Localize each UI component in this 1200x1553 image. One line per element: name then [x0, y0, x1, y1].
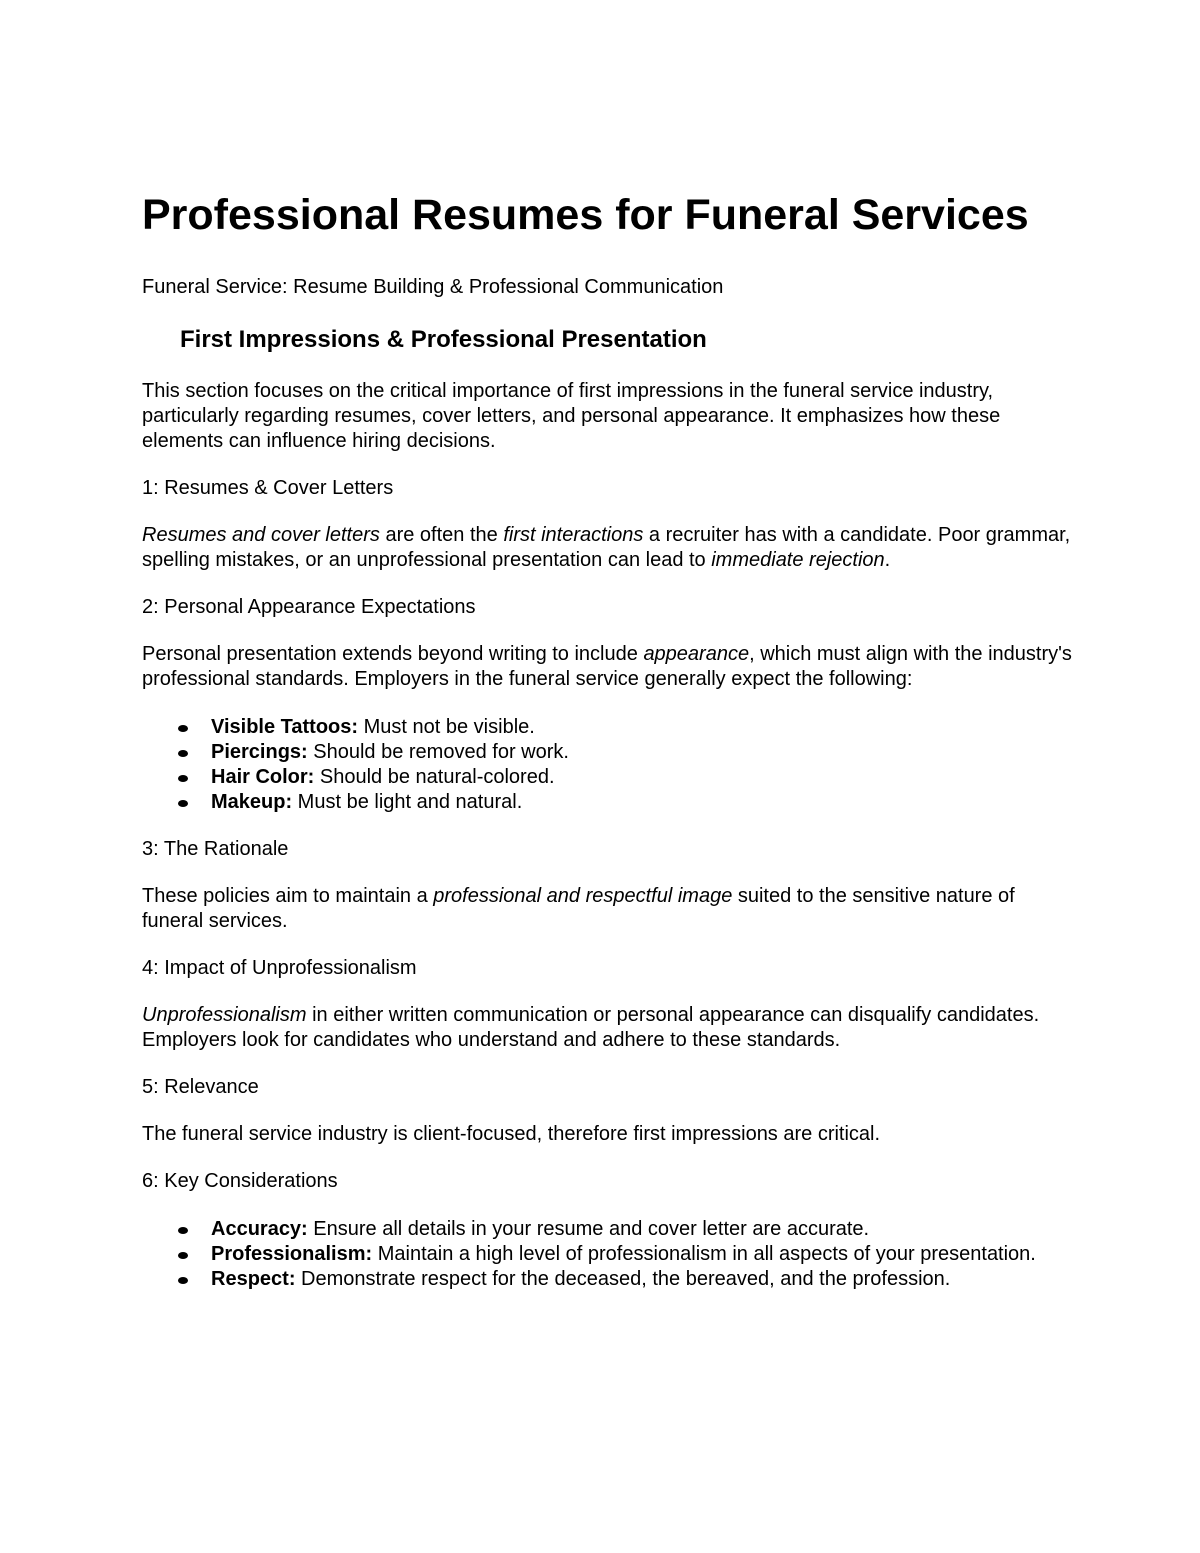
- list-item: [211, 715, 1072, 740]
- item-text: Maintain a high level of professionalism in all aspects of your presentation.: [372, 1243, 1036, 1265]
- text-run: suited to the sensitive nature of funeral services.: [142, 885, 1015, 932]
- text-run: , which must align with the industry's professional standards. Employers in the funeral service generally expect the following:: [142, 643, 1072, 690]
- section-5-heading: 5: Relevance: [142, 1076, 259, 1098]
- section-2-heading: 2: Personal Appearance Expectations: [142, 596, 476, 618]
- list-item: [211, 790, 1072, 815]
- section-1-heading: 1: Resumes & Cover Letters: [142, 477, 394, 499]
- bullet-icon: [178, 775, 188, 782]
- section-heading: First Impressions & Professional Presentation: [180, 326, 707, 353]
- considerations-list: [142, 1217, 1072, 1292]
- bullet-icon: [178, 800, 188, 807]
- emphasis: Resumes and cover letters: [142, 524, 380, 546]
- document-subtitle: Funeral Service: Resume Building & Professional Communication: [142, 276, 724, 298]
- item-text: Ensure all details in your resume and cover letter are accurate.: [307, 1218, 870, 1240]
- document-title: Professional Resumes for Funeral Services: [142, 191, 1029, 239]
- section-5-paragraph: The funeral service industry is client-focused, therefore first impressions are critical.: [142, 1123, 881, 1145]
- list-item: [211, 1242, 1072, 1267]
- item-label: Respect:: [211, 1268, 296, 1290]
- list-item: [211, 740, 1072, 765]
- bullet-icon: [178, 725, 188, 732]
- item-text: Must be light and natural.: [292, 791, 523, 813]
- item-text: Should be natural-colored.: [314, 766, 555, 788]
- list-item: [211, 1267, 1072, 1292]
- appearance-list: [142, 715, 1072, 815]
- list-item: [211, 765, 1072, 790]
- text-run: are often the: [379, 524, 504, 546]
- emphasis: first interactions: [503, 524, 644, 546]
- list-item: [211, 1217, 1072, 1242]
- item-text: Must not be visible.: [358, 716, 535, 738]
- section-3-heading: 3: The Rationale: [142, 838, 289, 860]
- item-label: Accuracy:: [211, 1218, 308, 1240]
- emphasis: appearance: [643, 643, 750, 665]
- item-label: Professionalism:: [211, 1243, 373, 1265]
- item-text: Demonstrate respect for the deceased, the bereaved, and the profession.: [295, 1268, 951, 1290]
- section-1-paragraph: [142, 523, 1072, 573]
- text-run: Personal presentation extends beyond writing to include: [142, 643, 644, 665]
- bullet-icon: [178, 750, 188, 757]
- section-4-heading: 4: Impact of Unprofessionalism: [142, 957, 417, 979]
- text-run: a recruiter has with a candidate. Poor grammar, spelling mistakes, or an unprofessional presentation can lead to: [142, 524, 1071, 571]
- text-run: These policies aim to maintain a: [142, 885, 434, 907]
- emphasis: Unprofessionalism: [142, 1004, 307, 1026]
- item-label: Hair Color:: [211, 766, 315, 788]
- bullet-icon: [178, 1277, 188, 1284]
- item-label: Makeup:: [211, 791, 293, 813]
- text-run: in either written communication or personal appearance can disqualify candidates. Employers look for candidates who understand and adhere to these standards.: [142, 1004, 1040, 1051]
- emphasis: professional and respectful image: [433, 885, 733, 907]
- section-3-paragraph: [142, 884, 1072, 934]
- bullet-icon: [178, 1227, 188, 1234]
- intro-paragraph: This section focuses on the critical importance of first impressions in the funeral service industry, particularly regarding resumes, cover letters, and personal appearance. It emphasizes how these elements can influence hiring decisions.: [142, 380, 1001, 452]
- section-2-paragraph: [142, 642, 1072, 692]
- section-4-paragraph: [142, 1003, 1072, 1053]
- item-label: Piercings:: [211, 741, 308, 763]
- bullet-icon: [178, 1252, 188, 1259]
- text-run: .: [884, 549, 891, 571]
- item-text: Should be removed for work.: [307, 741, 569, 763]
- document-page: [142, 190, 1072, 1292]
- emphasis: immediate rejection: [711, 549, 885, 571]
- section-6-heading: 6: Key Considerations: [142, 1170, 338, 1192]
- item-label: Visible Tattoos:: [211, 716, 359, 738]
